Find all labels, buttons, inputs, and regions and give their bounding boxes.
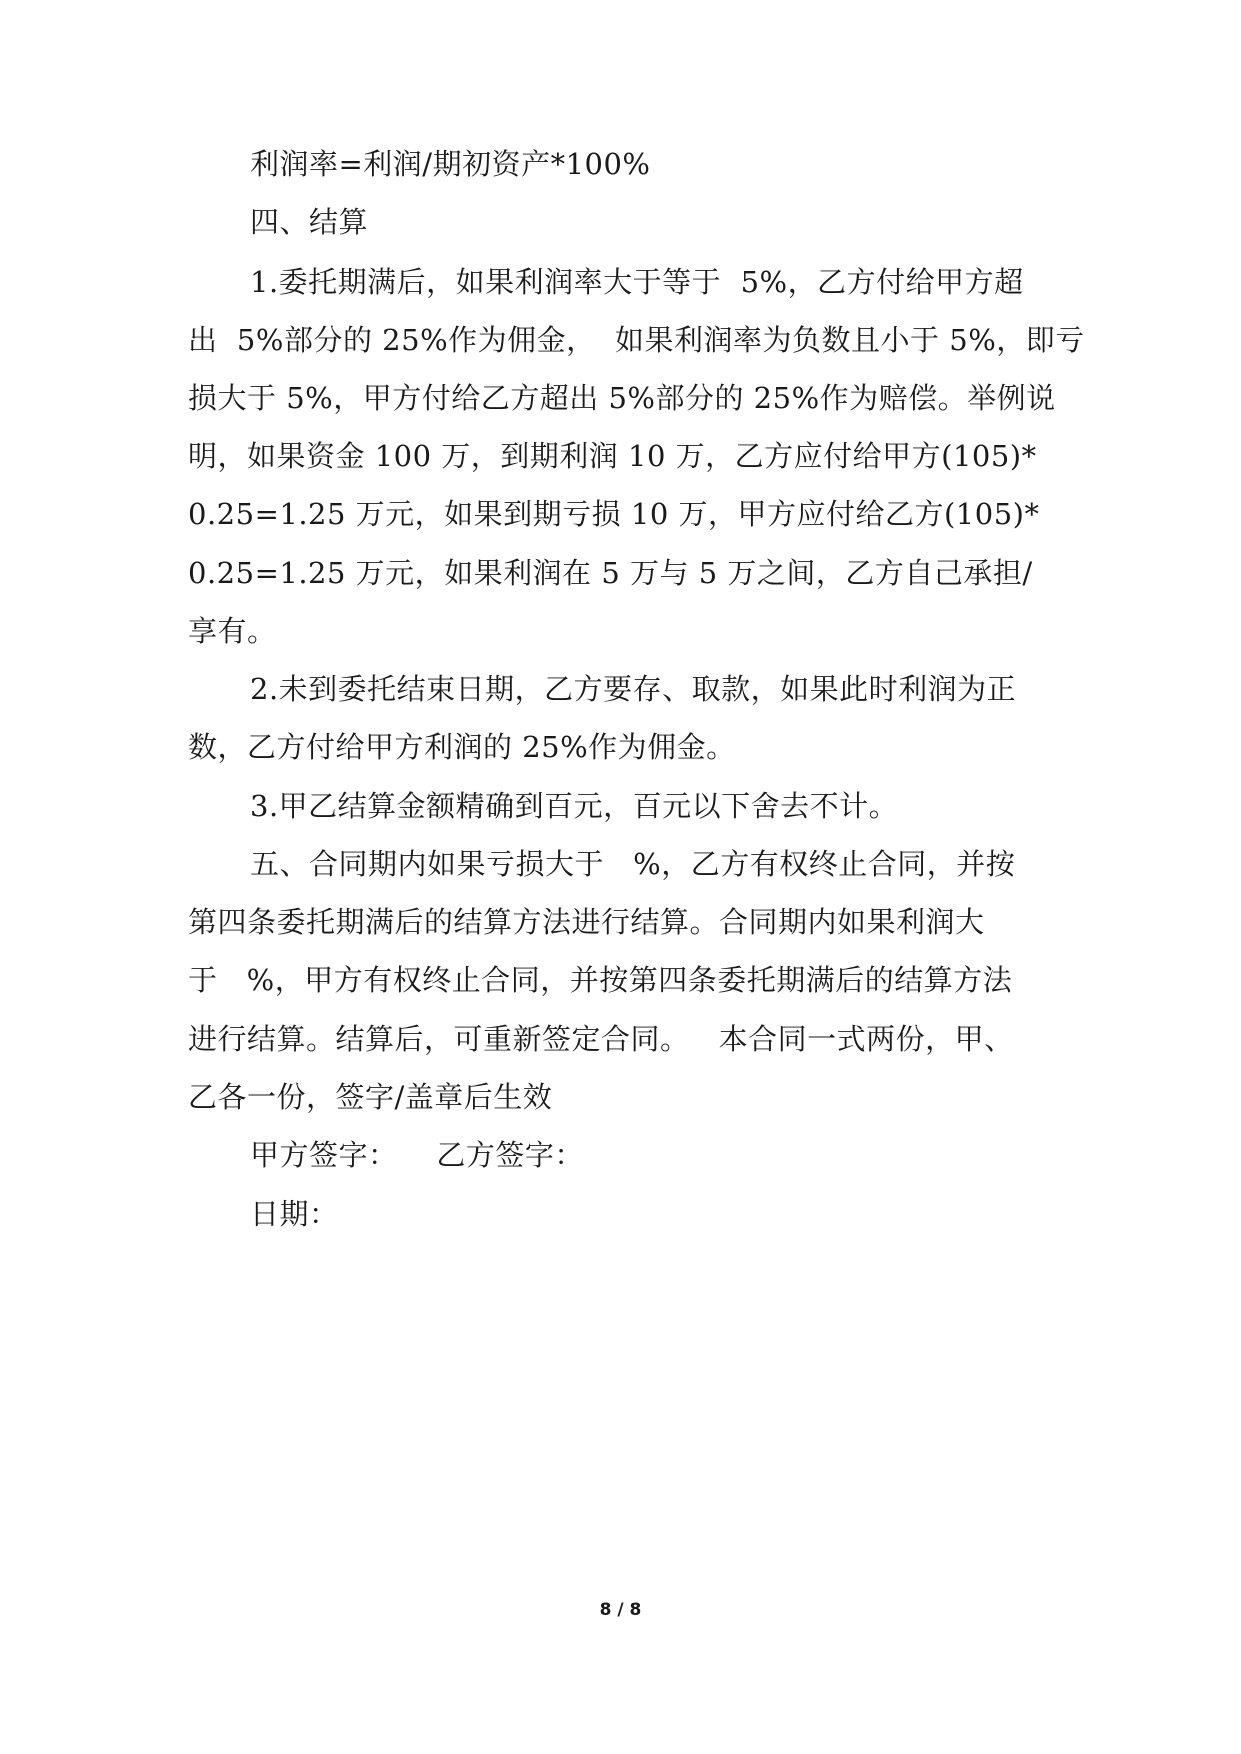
paragraph-line: 乙各一份，签字/盖章后生效 [188,1080,553,1114]
paragraph-line: 2.未到委托结束日期，乙方要存、取款，如果此时利润为正 [250,672,1017,706]
paragraph-line: 明，如果资金 100 万，到期利润 10 万，乙方应付给甲方(105)* [188,439,1037,473]
paragraph-line: 3.甲乙结算金额精确到百元，百元以下舍去不计。 [250,789,899,823]
paragraph-line: 享有。 [188,614,277,648]
paragraph-line: 进行结算。结算后，可重新签定合同。 本合同一式两份，甲、 [188,1022,1014,1056]
paragraph-line: 损大于 5%，甲方付给乙方超出 5%部分的 25%作为赔偿。举例说 [188,381,1056,415]
paragraph-line: 0.25=1.25 万元，如果到期亏损 10 万，甲方应付给乙方(105)* [188,497,1040,531]
page-number: 8 / 8 [599,1600,642,1620]
paragraph-line: 五、合同期内如果亏损大于 %，乙方有权终止合同，并按 [250,847,1016,881]
paragraph-line: 于 %，甲方有权终止合同，并按第四条委托期满后的结算方法 [188,963,1013,997]
formula-line: 利润率=利润/期初资产*100% [250,147,651,181]
paragraph-line: 出 5%部分的 25%作为佣金， 如果利润率为负数且小于 5%，即亏 [188,323,1085,357]
paragraph-line: 数，乙方付给甲方利润的 25%作为佣金。 [188,730,736,764]
signature-line: 甲方签字： 乙方签字： [250,1138,584,1172]
paragraph-line: 0.25=1.25 万元，如果利润在 5 万与 5 万之间，乙方自己承担/ [188,556,1033,590]
paragraph-line: 第四条委托期满后的结算方法进行结算。合同期内如果利润大 [188,905,985,939]
section-heading-settlement: 四、结算 [250,205,369,239]
date-line: 日期： [250,1197,339,1231]
paragraph-line: 1.委托期满后，如果利润率大于等于 5%，乙方付给甲方超 [250,265,1024,299]
